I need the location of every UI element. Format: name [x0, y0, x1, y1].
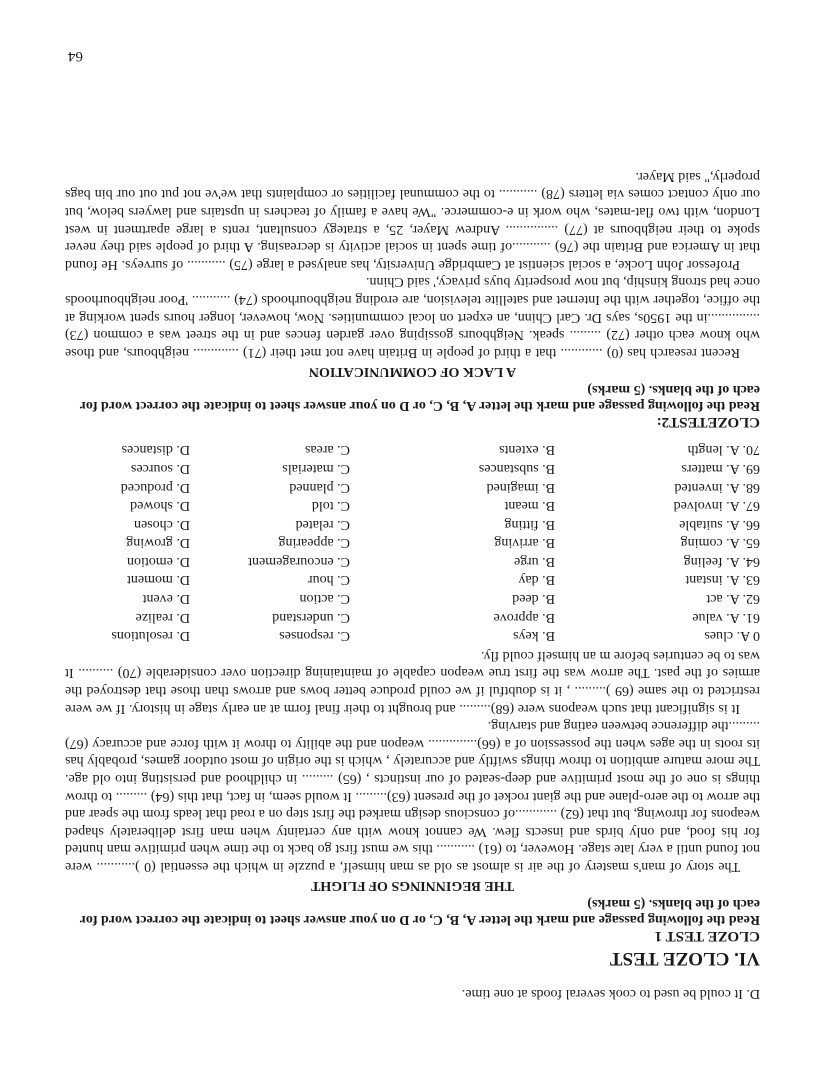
option-b: B. approve [493, 609, 555, 625]
option-b: B. extents [499, 442, 555, 458]
cloze-2-paragraph-1: Recent research has (0) ............ that a third of people in Britain have not met their (71) ............. neighbours, and those who know each other (72) ......... speak. Neighbours gossiping over garden fences and in the street was a common (73) ...............in the 1950s, says Dr. Carl Chinn, an expert on local communities. Now, however, longer hours spent working at the office, together with the Internet and satellite television, are eroding neighbourhoods (74) ........... 'Poor neighbourhoods once had strong kinship, but now prosperity buys privacy,' said Chinn. [65, 274, 760, 360]
cloze-1-paragraph-2: It is significant that such weapons were (68)......... and brought to their final form at an early stage in history. If we were restricted to the same (69 )......... , it is doubtful if we could produce better bows and arrows than those that destroyed the armies of the past. The arrow was the first true weapon capable of maintaining direction over considerable (70) .......... It was to be centuries before m an himself could fly. [65, 647, 760, 716]
option-c: C. appearing [278, 535, 350, 551]
option-a: 61. A. value [692, 609, 760, 625]
option-c: C. hour [308, 572, 350, 588]
option-d: D. event [142, 591, 190, 607]
previous-question-option: D. It could be used to cook several foods at one time. [461, 986, 760, 1001]
option-d: D. resolutions [111, 628, 190, 644]
option-c: C. areas [304, 442, 350, 458]
option-a: 70. A. length [687, 442, 760, 458]
option-a: 64. A. feeling [683, 553, 760, 569]
option-d: D. moment [127, 572, 190, 588]
option-a: 0 A. clues [704, 628, 760, 644]
option-c: C. planned [289, 479, 350, 495]
cloze-test-1 [65, 440, 760, 944]
option-d: D. produced [120, 479, 190, 495]
option-row [65, 458, 760, 477]
option-a: 66. A. suitable [679, 516, 760, 532]
option-row [65, 496, 760, 515]
option-d: D. showed [130, 498, 190, 514]
cloze-2-title: CLOZETEST2: [656, 413, 760, 430]
option-c: C. related [295, 516, 350, 532]
cloze-2-paragraph-2: Professor John Locke, a social scientist at Cambridge University, has analysed a large (75) ........... of surveys. He found that in America and Britain the (76) ...........of time spent in social activity is decreasing. A third of people said they never spoke to their neighbours at (77) ............... Andrew Mayer, 25, a strategy consultant, rents a large apartment in west London, with two flat-mates, who work in e-commerce. "We have a family of teachers in upstairs and lawyers below, but our only contact comes via letters (78) ........... to the communal facilities or complaints that we've not put out our bin bags properly," said Mayer. [65, 168, 760, 272]
cloze-1-passage [65, 646, 760, 875]
option-b: B. deed [512, 591, 555, 607]
option-row [65, 477, 760, 496]
option-a: 67. A. involved [673, 498, 760, 514]
option-a: 62. A. act [706, 591, 760, 607]
option-d: D. distances [121, 442, 190, 458]
option-c: C. materials [282, 460, 350, 476]
option-d: D. realize [135, 609, 190, 625]
cloze-1-options-table [65, 440, 760, 645]
option-c: C. responses [279, 628, 350, 644]
option-b: B. day [518, 572, 555, 588]
option-d: D. chosen [134, 516, 190, 532]
option-b: B. meant [504, 498, 555, 514]
option-b: B. keys [513, 628, 555, 644]
option-row [65, 589, 760, 608]
option-a: 63. A. instant [685, 572, 760, 588]
page-content [65, 167, 760, 1002]
option-d: D. sources [130, 460, 190, 476]
option-row [65, 607, 760, 626]
cloze-2-instruction: Read the following passage and mark the letter A, B, C, or D on your answer sheet to indicate the correct word for each of the blanks. (5 marks) [79, 381, 760, 413]
option-row [65, 533, 760, 552]
page-number: 64 [68, 48, 83, 64]
option-b: B. imagined [486, 479, 555, 495]
option-b: B. urge [514, 553, 555, 569]
cloze-2-passage-title: A LACK OF COMMUNICATION [308, 363, 517, 379]
option-c: C. understand [272, 609, 350, 625]
option-row [65, 440, 760, 459]
cloze-1-title: CLOZE TEST 1 [654, 928, 760, 944]
option-row [65, 626, 760, 645]
option-c: C. told [311, 498, 350, 514]
option-d: D. growing [126, 535, 190, 551]
option-row [65, 514, 760, 533]
option-b: B. arriving [494, 535, 555, 551]
cloze-2-passage [65, 167, 760, 361]
option-row [65, 570, 760, 589]
option-row [65, 551, 760, 570]
option-d: D. emotion [127, 553, 190, 569]
option-a: 69. A. matters [681, 460, 760, 476]
option-c: C. encouragement [248, 553, 350, 569]
cloze-1-passage-title: THE BEGINNINGS OF FLIGHT [311, 878, 514, 893]
option-a: 65. A. coming [680, 535, 760, 551]
option-b: B. substances [478, 460, 555, 476]
cloze-test-2 [65, 167, 760, 430]
option-a: 68. A. invented [674, 479, 760, 495]
section-heading: VI. CLOZE TEST [609, 948, 760, 969]
cloze-1-paragraph-1: The story of man's mastery of the air is almost as old as man himself, a puzzle in which the essential (0 )........... were not found until a very late stage. However, to (61) ........... this we must first go back to the time when primitive man hunted for his food, and only birds and insects flew. We cannot know with any certainty when man first deliberately shaped weapons for throwing, but that (62) ............of conscious design marked the first step on a road that leads from the spear and the arrow to the aero-plane and the giant rocket of the present (63)......... It would seem, in fact, that this (64) ......... to throw things is one of the most primitive and deep-seated of our instincts , (65) ......... in childhood and persisting into old age. The more mature ambition to throw things swiftly and accurately , which is the origin of most outdoor games, probably has its roots in the ages when the possession of a (66).............. weapon and the ability to throw it with force and accuracy (67) .........the difference between eating and starving. [65, 718, 760, 874]
option-b: B. fitting [504, 516, 555, 532]
option-c: C. action [299, 591, 350, 607]
cloze-1-instruction: Read the following passage and mark the letter A, B, C, or D on your answer sheet to indicate the correct word for each of the blanks. (5 marks) [79, 896, 760, 927]
